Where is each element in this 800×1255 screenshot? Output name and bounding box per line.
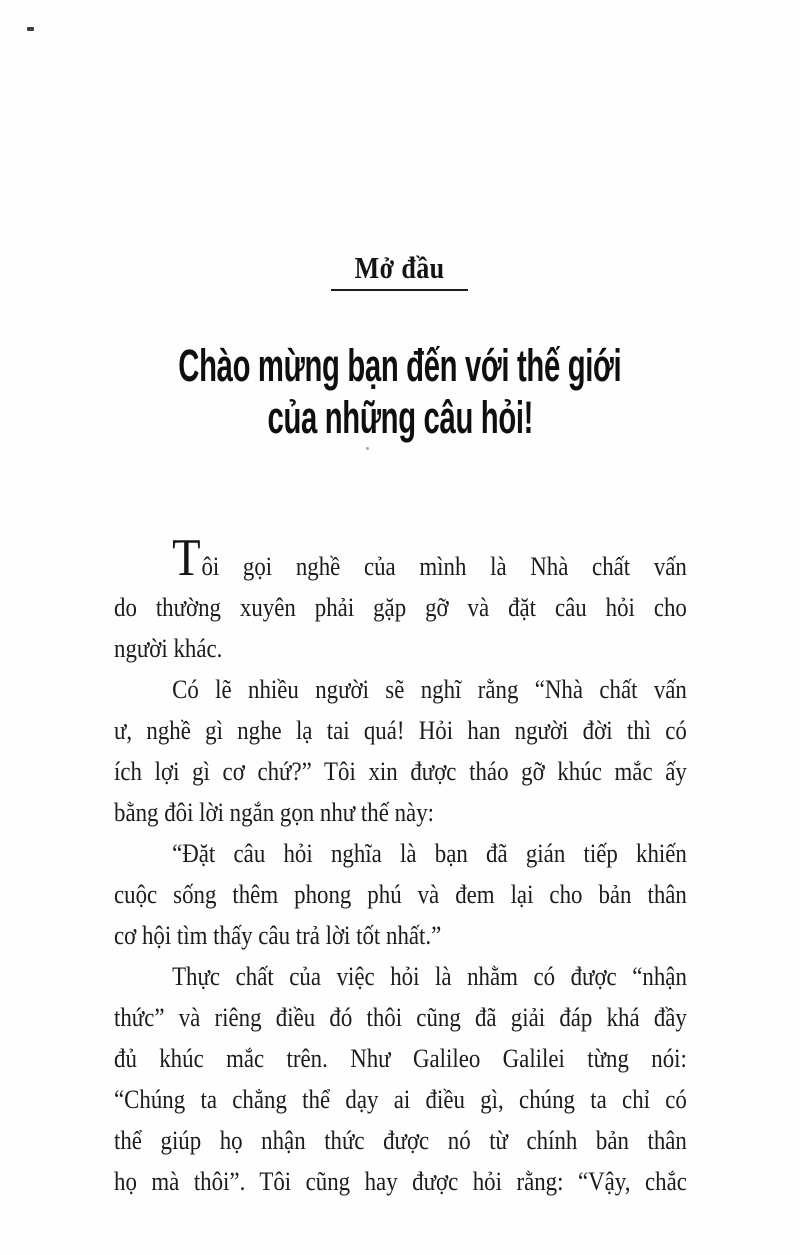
body-text — [114, 529, 687, 1202]
chapter-title-line-1 — [0, 340, 800, 392]
chapter-title-text-1: Chào mừng bạn đến với thế giới — [178, 340, 622, 391]
body-line: “Đặt câu hỏi nghĩa là bạn đã gián tiếp khiến — [172, 839, 687, 868]
body-line: họ mà thôi”. Tôi cũng hay được hỏi rằng: “Vậy, chắc — [114, 1167, 687, 1196]
body-line: cơ hội tìm thấy câu trả lời tốt nhất.” — [114, 921, 442, 950]
paragraph-4 — [114, 956, 687, 1202]
section-heading — [0, 250, 800, 286]
section-heading-label: Mở đầu — [354, 250, 446, 285]
body-line: người khác. — [114, 634, 223, 663]
body-line: ích lợi gì cơ chứ?” Tôi xin được tháo gỡ khúc mắc ấy — [114, 757, 687, 786]
body-line: bằng đôi lời ngắn gọn như thế này: — [114, 798, 434, 827]
body-line-text: ôi gọi nghề của mình là Nhà chất vấn — [201, 552, 687, 581]
paragraph-2 — [114, 669, 687, 833]
drop-cap: T — [172, 529, 202, 587]
body-line: Thực chất của việc hỏi là nhằm có được “nhận — [172, 962, 687, 991]
body-line: thức” và riêng điều đó thôi cũng đã giải đáp khá đầy — [114, 1003, 687, 1032]
body-line — [114, 529, 687, 587]
body-line: ư, nghề gì nghe lạ tai quá! Hỏi han người đời thì có — [114, 716, 687, 745]
body-line: thể giúp họ nhận thức được nó từ chính bản thân — [114, 1126, 687, 1155]
paragraph-1 — [114, 529, 687, 669]
chapter-title-text-2: của những câu hỏi! — [267, 392, 533, 443]
chapter-title-line-2 — [0, 392, 800, 444]
scan-speck — [366, 447, 369, 450]
body-line: do thường xuyên phải gặp gỡ và đặt câu hỏi cho — [114, 593, 687, 622]
paragraph-3 — [114, 833, 687, 956]
body-line: đủ khúc mắc trên. Như Galileo Galilei từng nói: — [114, 1044, 687, 1073]
body-line: “Chúng ta chẳng thể dạy ai điều gì, chúng ta chỉ có — [114, 1085, 687, 1114]
scan-speck — [27, 27, 34, 31]
body-line: cuộc sống thêm phong phú và đem lại cho bản thân — [114, 880, 687, 909]
heading-underline — [331, 289, 468, 291]
body-line: Có lẽ nhiều người sẽ nghĩ rằng “Nhà chất vấn — [172, 675, 687, 704]
chapter-title — [0, 340, 800, 444]
